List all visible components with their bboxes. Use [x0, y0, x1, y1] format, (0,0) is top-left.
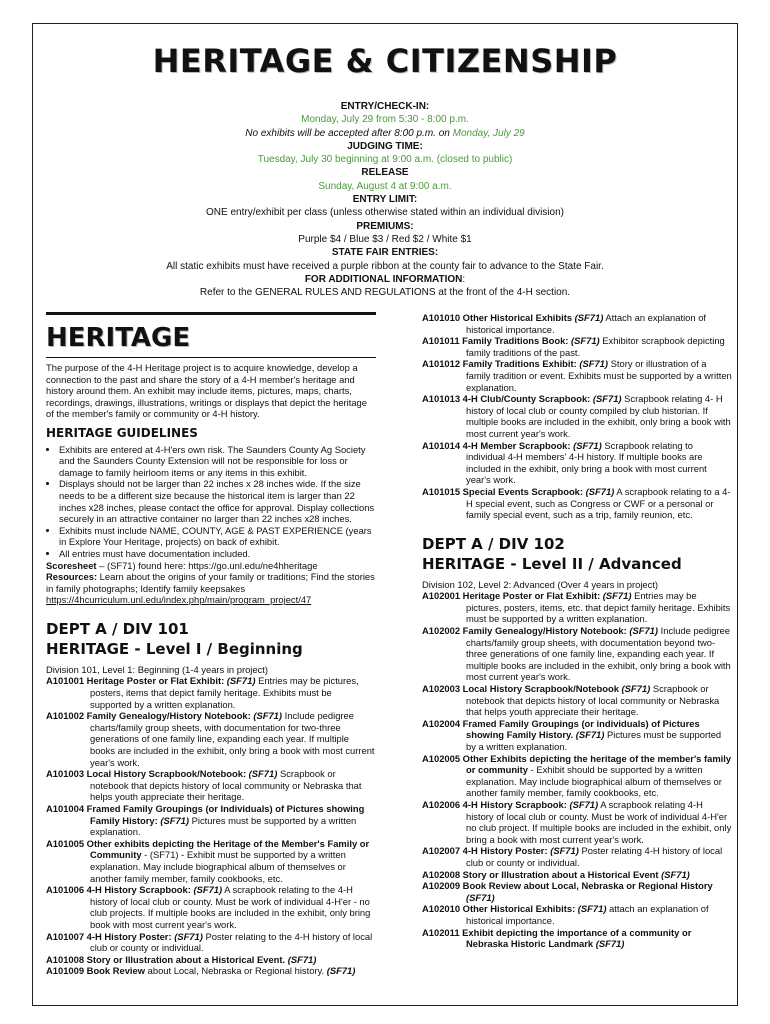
class-description: A scrapbook relating 4-H history of local club or county. Must be work of individual 4-H'er no club project. If multiple books are included in the exhibit, only bring a book with most current year's work. — [466, 798, 732, 845]
class-title: Story or Illustration about a Historical Event. — [84, 953, 286, 965]
additional-info-heading — [40, 273, 730, 286]
class-entry — [422, 486, 732, 521]
class-code: A101004 — [46, 803, 85, 814]
additional-info-label: FOR ADDITIONAL INFORMATION — [304, 273, 463, 285]
class-scoresheet: (SF71) — [583, 485, 615, 497]
no-exhibits-note — [40, 127, 730, 140]
right-column — [422, 312, 732, 950]
class-description: Scrapbook or notebook that depicts history of local community or Nebraska that helps youth appreciate their heritage. — [466, 683, 720, 718]
class-title: 4-H History Scrapbook: — [84, 884, 191, 896]
class-title: Family Traditions Exhibit: — [460, 358, 577, 370]
state-fair-label: STATE FAIR ENTRIES: — [331, 247, 439, 259]
fair-info-block — [40, 100, 730, 299]
class-scoresheet: (SF71) — [575, 903, 607, 915]
class-title: 4-H History Poster: — [460, 845, 548, 857]
class-entry — [422, 393, 732, 439]
class-scoresheet: (SF71) — [566, 798, 599, 810]
class-description: - Exhibit should be supported by a written explanation. May include biographical album of themselves or another family member, family cookbooks, etc. — [466, 764, 722, 799]
class-entry — [46, 954, 376, 966]
class-title: Book Review about Local, Nebraska or Regional History — [460, 880, 713, 892]
premiums-text: Purple $4 / Blue $3 / Red $2 / White $1 — [298, 233, 472, 245]
scoresheet-line — [46, 560, 376, 572]
class-scoresheet: (SF71) — [224, 675, 256, 687]
guideline-item: • All entries must have documentation included. — [59, 548, 376, 560]
class-title: Other exhibits depicting the Heritage of the Member's Family or Community — [84, 837, 370, 861]
class-entry — [422, 625, 732, 683]
class-title: Special Events Scrapbook: — [460, 485, 584, 497]
class-description: Poster relating 4-H history of local club or county or individual. — [466, 845, 723, 868]
class-code: A102011 — [422, 926, 460, 938]
class-description: Scrapbook relating 4- H history of local club or county compiled by club historian. If multiple books are included in the exhibit, only bring a book with most current year's work. — [466, 393, 731, 439]
class-title: Story or Illustration about a Historical Event — [460, 868, 659, 880]
class-entry — [422, 927, 732, 950]
guidelines-title: HERITAGE GUIDELINES — [46, 425, 198, 440]
class-description: Pictures must be supported by a written explanation. — [466, 729, 722, 752]
div-102-entries — [422, 590, 732, 949]
class-title: Exhibit depicting the importance of a community or Nebraska Historic Landmark — [459, 926, 692, 950]
left-column — [46, 312, 376, 977]
class-scoresheet: (SF71) — [600, 590, 632, 602]
class-scoresheet: (SF71) — [626, 625, 659, 637]
class-code: A102005 — [422, 752, 461, 764]
class-code: A101015 — [422, 485, 461, 497]
additional-info-colon: : — [462, 273, 466, 285]
class-title: Family Traditions Book: — [459, 335, 569, 347]
class-code: A101001 — [46, 675, 85, 687]
class-description: Entries may be pictures, posters, items, etc. that depict family heritage. Exhibits must be supported by a written explanation. — [466, 590, 731, 625]
class-entry — [422, 903, 732, 926]
class-scoresheet: (SF71) — [250, 710, 283, 722]
class-entry — [422, 335, 732, 358]
class-title: Heritage Poster or Flat Exhibit: — [460, 590, 601, 602]
class-description: Story or illustration of a family tradition or event. Exhibits must be supported by a written explanation. — [466, 358, 732, 393]
div-101-entries-continued — [422, 312, 732, 521]
class-description: - (SF71) - Exhibit must be supported by a written explanation. May include biographical album of themselves or another family member, family cookbooks, etc. — [90, 849, 346, 884]
class-code: A101012 — [422, 358, 461, 370]
class-entry — [46, 675, 376, 710]
class-code: A102008 — [422, 868, 461, 880]
section-rule — [46, 312, 376, 315]
class-entry — [422, 799, 732, 845]
no-exhibits-text: No exhibits will be accepted after 8:00 p.m. on — [245, 127, 453, 139]
guideline-item: • Displays should not be larger than 22 inches x 28 inches wide. If the size needs to be a different size because the historical item is larger than 22 inches x28 inches, please contact the office for approval. Display collections securely in an attractive container no larger than 22 inches x28 inches. — [59, 478, 376, 524]
class-scoresheet: (SF71) — [547, 845, 579, 857]
class-entry — [422, 312, 732, 335]
class-scoresheet: (SF71) — [618, 683, 651, 695]
class-title: Framed Family Groupings (or Individuals) of Pictures showing Family History: — [84, 803, 365, 826]
class-entry — [422, 440, 732, 486]
class-code: A101002 — [46, 710, 85, 722]
heading-rule — [46, 357, 376, 358]
class-entry — [46, 710, 376, 768]
class-description: Pictures must be supported by a written explanation. — [90, 814, 357, 838]
scoresheet-label: Scoresheet — [46, 559, 97, 571]
class-entry — [46, 965, 376, 977]
class-code: A102006 — [422, 798, 461, 810]
class-title: Local History Scrapbook/Notebook: — [84, 768, 247, 780]
state-fair-text: All static exhibits must have received a purple ribbon at the county fair to advance to the State Fair. — [166, 260, 604, 272]
class-scoresheet: (SF71) — [590, 393, 622, 405]
class-entry — [422, 753, 732, 799]
class-description: Exhibitor scrapbook depicting family traditions of the past. — [466, 335, 725, 358]
class-description: Poster relating to the 4-H history of local club or county or individual. — [90, 930, 373, 954]
judging-label: JUDGING TIME: — [347, 140, 423, 152]
class-scoresheet: (SF71) — [324, 965, 356, 977]
class-title: 4-H Member Scrapbook: — [460, 439, 571, 451]
class-code: A101013 — [422, 393, 461, 405]
class-code: A102004 — [422, 717, 461, 729]
class-title: Local History Scrapbook/Notebook — [460, 683, 619, 695]
class-entry — [422, 590, 732, 625]
class-scoresheet: (SF71) — [593, 938, 625, 950]
class-title: Other Exhibits depicting the heritage of the member's family or community — [460, 752, 732, 776]
class-code: A102009 — [422, 880, 461, 892]
class-description: Include pedigree charts/family group sheets, with documentation beyond two-three generations of one family line, expanding each year. If multiple books are included in the exhibit, only bring a book with most current year's work. — [466, 625, 731, 683]
release-date: Sunday, August 4 at 9:00 a.m. — [318, 180, 452, 192]
class-description: A scrapbook relating to a 4-H special event, such as Congress or CWF or a personal or family special event, such as a trip, family reunion, etc. — [466, 485, 731, 521]
resources-text: Learn about the origins of your family or traditions; Find the stories in family photographs; Identify family keepsakes — [46, 571, 375, 594]
level-2-heading: HERITAGE - Level II / Advanced — [422, 554, 682, 573]
class-code: A101014 — [422, 439, 461, 451]
class-title: Other Historical Exhibits: — [460, 903, 576, 915]
class-code: A102001 — [422, 590, 461, 602]
class-code: A102010 — [422, 903, 461, 915]
entry-checkin-date: Monday, July 29 from 5:30 - 8:00 p.m. — [301, 114, 469, 126]
class-title: 4-H Club/County Scrapbook: — [460, 393, 591, 405]
page-title: HERITAGE & CITIZENSHIP — [152, 42, 618, 80]
class-code: A101008 — [46, 953, 85, 965]
class-scoresheet: (SF71) — [285, 953, 317, 965]
class-description: Scrapbook relating to individual 4-H members' 4-H history. If multiple books are included in the exhibit, only bring a book with most current year's work. — [466, 439, 707, 486]
entry-checkin-label: ENTRY/CHECK-IN: — [340, 101, 430, 112]
class-code: A101003 — [46, 768, 85, 780]
guideline-item: • Exhibits are entered at 4-H'ers own risk. The Saunders County Ag Society and the Saunders County Extension will not be responsible for loss or damage to family heirloom items or any items in this exhibit. — [59, 444, 376, 479]
judging-date: Tuesday, July 30 beginning at 9:00 a.m. (closed to public) — [257, 154, 513, 166]
entry-limit-label: ENTRY LIMIT: — [352, 194, 418, 206]
class-scoresheet: (SF71) — [576, 358, 609, 370]
class-entry — [422, 718, 732, 753]
class-code: A101005 — [46, 837, 85, 849]
class-description: about Local, Nebraska or Regional history. — [145, 965, 325, 977]
class-code: A102003 — [422, 683, 461, 695]
purpose-text: The purpose of the 4-H Heritage project is to acquire knowledge, develop a connection to the past and share the story of a 4-H member's heritage and history around them. An exhibit may include items, pictures, maps, charts, recordings, drawings, illustrations, writings or displays that depict the heritage of the member's family or community or 4-H history. — [46, 362, 367, 420]
class-scoresheet: (SF71) — [568, 335, 600, 347]
class-entry — [422, 683, 732, 718]
class-code: A101009 — [46, 965, 85, 977]
guideline-item: • Exhibits must include NAME, COUNTY, AGE & PAST EXPERIENCE (years in Explore Your Heritage, projects) on back of exhibit. — [59, 525, 376, 548]
dept-102-heading: DEPT A / DIV 102 — [422, 534, 565, 553]
class-scoresheet: (SF71) — [572, 312, 604, 323]
class-title: Family Genealogy/History Notebook: — [460, 625, 627, 637]
class-entry — [46, 838, 376, 884]
class-scoresheet: (SF71) — [570, 439, 602, 451]
class-title: Heritage Poster or Flat Exhibit: — [84, 675, 225, 687]
additional-info-text: Refer to the GENERAL RULES AND REGULATIONS at the front of the 4-H section. — [199, 287, 571, 299]
division-102-desc: Division 102, Level 2: Advanced (Over 4 years in project) — [422, 578, 659, 590]
class-code: A101007 — [46, 930, 85, 942]
class-scoresheet: (SF71) — [246, 768, 278, 780]
division-101-desc: Division 101, Level 1: Beginning (1-4 years in project) — [46, 663, 268, 675]
class-entry — [422, 358, 732, 393]
class-code: A102002 — [422, 625, 461, 637]
class-entry — [46, 884, 376, 930]
div-101-entries — [46, 675, 376, 976]
class-entry — [46, 768, 376, 803]
class-scoresheet: (SF71) — [171, 930, 203, 942]
class-description: Attach an explanation of historical importance. — [466, 312, 707, 335]
class-code: A101006 — [46, 884, 85, 896]
class-title: 4-H History Scrapbook: — [460, 798, 567, 810]
no-exhibits-date: Monday, July 29 — [452, 127, 525, 139]
release-label: RELEASE — [361, 167, 409, 179]
class-entry — [46, 931, 376, 954]
class-description: Scrapbook or notebook that depicts history of local community or Nebraska that helps youth appreciate their heritage. — [90, 768, 362, 803]
class-scoresheet: (SF71) — [466, 891, 495, 903]
dept-101-heading: DEPT A / DIV 101 — [46, 619, 189, 638]
premiums-label: PREMIUMS: — [356, 220, 414, 232]
class-scoresheet: (SF71) — [157, 814, 189, 826]
class-code: A101010 — [422, 312, 461, 323]
heritage-heading: HERITAGE — [46, 323, 191, 353]
class-entry — [422, 845, 732, 868]
class-description: A scrapbook relating to the 4-H history of local club or county. Must be work of individual 4-H'er - no club projects. If multiple books are included in the exhibit, only bring book with most current year's work. — [90, 884, 371, 930]
class-entry — [46, 803, 376, 838]
class-description: attach an explanation of historical importance. — [466, 903, 709, 926]
class-scoresheet: (SF71) — [573, 729, 605, 741]
class-title: Book Review — [84, 965, 146, 977]
class-code: A102007 — [422, 845, 461, 857]
class-description: Entries may be pictures, posters, items that depict family heritage. Exhibits must be supported by a written explanation. — [90, 675, 359, 710]
class-entry — [422, 869, 732, 881]
resources-line — [46, 571, 376, 594]
class-code: A101011 — [422, 335, 460, 347]
resources-label: Resources: — [46, 571, 98, 583]
entry-limit-text: ONE entry/exhibit per class (unless otherwise stated within an individual division) — [206, 207, 564, 219]
level-1-heading: HERITAGE - Level I / Beginning — [46, 639, 303, 658]
class-title: Framed Family Groupings (or individuals) of Pictures showing Family History. — [460, 717, 700, 741]
class-title: Family Genealogy/History Notebook: — [84, 710, 251, 722]
class-scoresheet: (SF71) — [658, 868, 690, 880]
scoresheet-text: – (SF71) found here: https://go.unl.edu/ne4hheritage — [96, 559, 318, 571]
class-title: Other Historical Exhibits — [460, 312, 573, 323]
class-title: 4-H History Poster: — [84, 930, 172, 942]
guidelines-list — [46, 444, 376, 560]
class-description: Include pedigree charts/family group sheets, with documentation for two-three generations of one family line, expanding each year. If multiple books are included in the exhibit, only bring a book with most current year's work. — [90, 710, 375, 768]
class-entry — [422, 880, 732, 903]
resources-link[interactable]: https://4hcurriculum.unl.edu/index.php/main/program_project/47 — [46, 594, 312, 606]
class-scoresheet: (SF71) — [190, 884, 223, 896]
